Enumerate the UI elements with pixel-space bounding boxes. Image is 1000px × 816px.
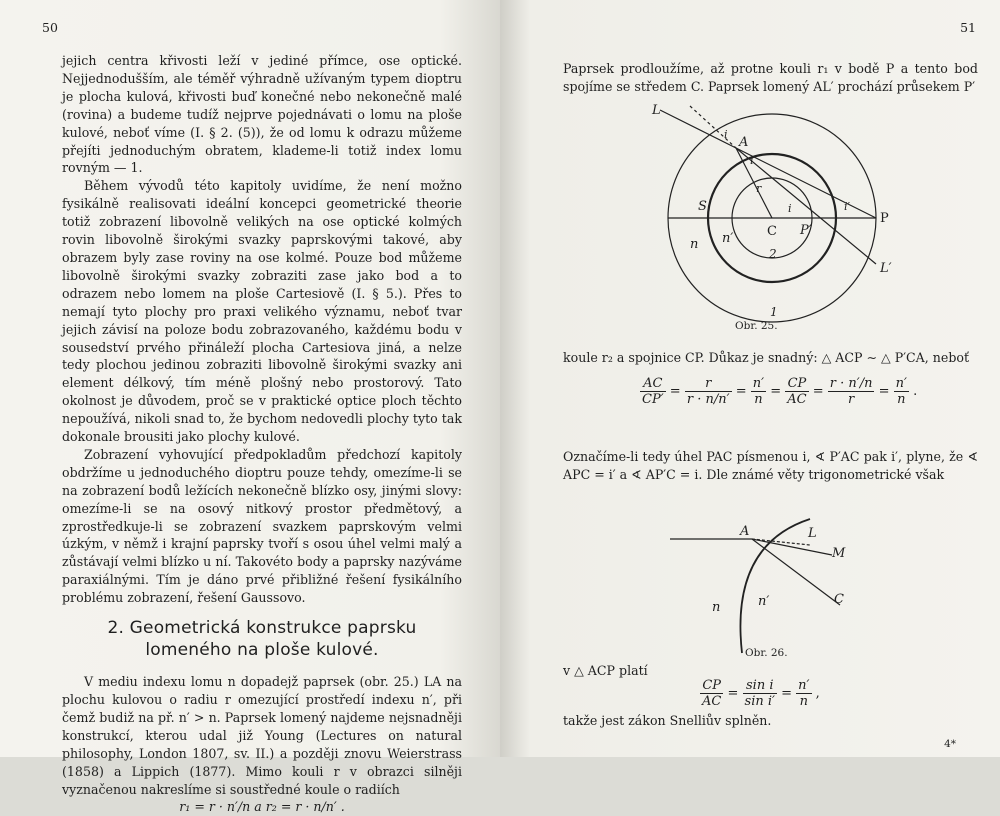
label-C: C [767,224,777,239]
radius-ca [736,148,772,218]
label-circle-2: 2 [769,247,777,261]
eq1-frac-6: $\frac{n'}{n}$ [895,376,907,407]
label-i-top: i [724,128,728,141]
label-S: S [698,199,707,214]
left-paragraph-3: Zobrazení vyhovující předpokladům předchozí kapitoly obdržíme u jednoduchého dioptru pouze tehdy, omezíme-li se na zobrazení bodů ležících nekonečně blízko osy, jinými slovy: omezíme-li se na osový nitkový prostor předmětový, a zprostředkuje-li se zobrazení svazkem paprskovým velmi úzkým, v němž i krajní paprsky tvoří s osou úhel velmi malý a zůstávají velmi blízko u ní. Takovéto body a paprsky nazýváme paraxiálnými. Tím je dáno prvé přibližné řešení fysikálního problému zobrazení, řešení Gaussovo. [62,446,462,606]
label-circle-1: 1 [770,305,778,319]
eq1-frac-3: $\frac{n'}{n}$ [752,376,765,407]
right-paragraph-1-text: Paprsek prodloužíme, až protne kouli r₁ v bodě P a tento bod spojíme se středem C. Paprsek lomený AL′ prochází průsekem P′ [563,61,978,94]
left-paragraph-2: Během vývodů této kapitoly uvidíme, že není možno fysikálně realisovati ideální koncepci geometrické theorie totiž zobrazení libovolně velikých na ose optické kolmých rovin libovolně širokými svazky paprskovými takové, aby obrazem byly zase roviny na ose kolmé. Pouze bod můžeme libovolně širokými svazky zobraziti zase jako bod a to odrazem nebo lomem na ploše Cartesiově (I. § 5.). Přes to nemají tyto plochy pro praxi velikého významu, neboť tvar jejich závisí na poloze bodu zobrazovaného, každému bodu v sousedství prvého přináleží plocha Cartesiova jiná, a nelze tedy plochou jedinou zobraziti libovolně širokými svazky ani element délkový, tím méně plošný nebo prostorový. Tato okolnost je důvodem, proč se v praktické optice ploch těchto nepoužívá, nikoli snad to, že bychom nedovedli plochy tyto tak dokonale brousiti jako plochy kulové. [62,178,462,445]
left-page-text [62,52,462,816]
label-n: n [690,237,699,252]
eq2-frac-3: $\frac{n'}{n}$ [798,678,810,709]
label-A: A [739,135,749,150]
page-number-right: 51 [960,20,976,35]
page-number-left: 50 [42,20,58,35]
figure-26-caption: Obr. 26. [745,647,788,659]
figure-25-caption: Obr. 25. [735,320,778,332]
right-paragraph-1 [563,60,978,96]
eq1-frac-1: $\frac{AC}{CP'}$ [642,376,664,407]
right-paragraph-2-text: koule r₂ a spojnice CP. Důkaz je snadný: △ ACP ∼ △ P′CA, neboť [563,350,970,365]
fig26-label-n-prime: n′ [758,594,770,609]
equation-snell: $\frac{CP}{AC}$ = $\frac{\text{sin i}}{\text{sin i′}}$ = $\frac{n'}{n}$ , [702,678,820,709]
label-i-right: i [788,202,792,215]
left-paragraph-4: V mediu indexu lomu n dopadejž paprsek (obr. 25.) LA na plochu kulovou o radiu r omezující prostředí indexu n′, při čemž budiž na př. n′ > n. Paprsek lomený najdeme nejsnadněji konstrukcí, kterou udal již Young (Lectures on natural philosophy, London 1807, sv. II.) a později znovu Weierstrass (1858) a Lippich (1877). Mimo kouli r v obrazci silněji vyznačenou nakreslíme si soustředné koule o radiích [62,674,462,797]
fig26-label-A: A [740,524,750,539]
eq2-frac-2: $\frac{\text{sin i}}{\text{sin i′}}$ [744,678,775,709]
right-paragraph-3 [563,448,978,484]
fig26-label-n: n [712,600,721,615]
right-paragraph-3-text: Označíme-li tedy úhel PAC písmenou i, ∢ P′AC pak i′, plyne, že ∢ APC = i′ a ∢ AP′C = i. Dle známé věty trigonometrické však [563,449,978,482]
label-r: r [756,182,762,195]
right-paragraph-5-text: takže jest zákon Snelliův splněn. [563,713,772,728]
construction-line-26 [752,539,810,545]
eq1-frac-5: $\frac{r \cdot n'/n}{r}$ [829,376,873,407]
label-P-prime: P′ [800,223,812,238]
label-L-prime: L′ [880,261,892,276]
fig26-label-M: M [832,546,846,561]
normal-line [690,106,736,148]
right-paragraph-5 [563,712,978,730]
right-paragraph-4-text: v △ ACP platí [563,663,648,678]
refracted-ray-26 [752,539,832,555]
eq1-frac-2: $\frac{r}{r \cdot n/n'}$ [686,376,730,407]
figure-25 [640,96,910,328]
left-page [0,0,500,815]
label-L: L [652,103,661,118]
label-i-mid: i [750,154,754,167]
label-i-prime: i′ [844,200,851,213]
eq1-frac-4: $\frac{CP}{AC}$ [787,376,807,407]
right-paragraph-2 [563,349,978,367]
left-paragraph-1: jejich centra křivosti leží v jediné přímce, ose optické. Nejjednodušším, ale téměř výhradně užívaným typem dioptru je plocha kulová, křivosti buď konečné nebo nekonečně malé (rovina) a budeme tudíž nejprve pojednávati o lomu na ploše kulové, neboť víme (I. § 2. (5)), že od lomu k odrazu můžeme přejíti jednoduchým obratem, klademe-li totiž index lomu rovným — 1. [62,53,462,176]
eq2-frac-1: $\frac{CP}{AC}$ [702,678,722,709]
label-n-prime: n′ [722,231,734,246]
fig26-label-L: L [808,526,817,541]
label-P: P [880,211,889,226]
section-heading: 2. Geometrická konstrukce paprsku lomeného na ploše kulové. [107,618,417,661]
fig26-label-C: C [834,592,844,607]
signature-mark: 4* [944,738,956,750]
formula-radii: r₁ = r · n′/n a r₂ = r · n/n′ . [179,799,345,815]
equation-similarity: $\frac{AC}{CP'}$ = $\frac{r}{r \cdot n/n'}$ = $\frac{n'}{n}$ = $\frac{CP}{AC}$ = $\frac{r \cdot n'/n}{r}$ = $\frac{n'}{n}$ . [642,376,918,407]
figure-26 [660,515,860,655]
refracted-ray [736,148,876,264]
